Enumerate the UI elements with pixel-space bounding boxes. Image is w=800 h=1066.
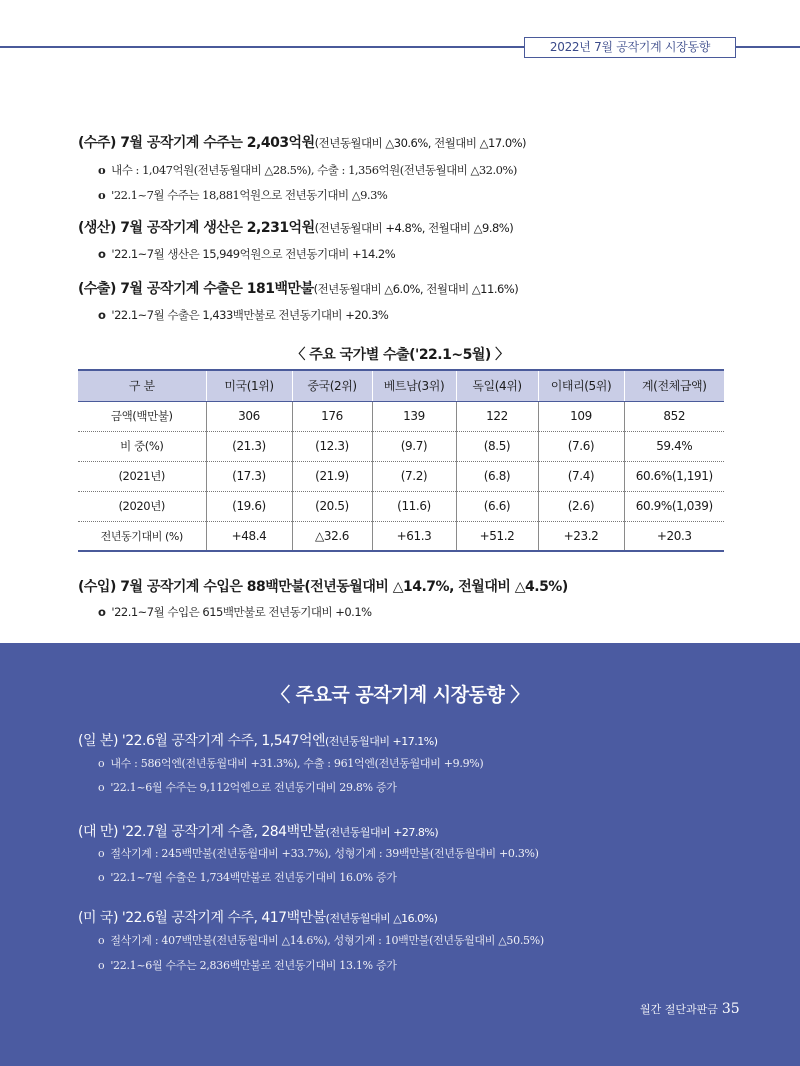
production-bullet-1: o '22.1~7월 생산은 15,949억원으로 전년동기대비 +14.2% xyxy=(98,247,396,261)
table-title: 〈 주요 국가별 수출('22.1~5월) 〉 xyxy=(291,347,509,363)
japan-bullet-1: o 내수 : 586억엔(전년동월대비 +31.3%), 수출 : 961억엔(전년동월대비 +9.9%) xyxy=(98,757,484,770)
orders-bullet-1: o 내수 : 1,047억원(전년동월대비 △28.5%), 수출 : 1,356억원(전년동월대비 △32.0%) xyxy=(98,163,517,177)
table-cell: 139 xyxy=(372,401,456,431)
table-cell: +61.3 xyxy=(372,521,456,551)
table-row xyxy=(78,461,724,491)
production-note: (전년동월대비 +4.8%, 전월대비 △9.8%) xyxy=(314,221,514,235)
table-row xyxy=(78,401,724,431)
table-cell: (17.3) xyxy=(206,461,292,491)
magazine-name: 월간 절단과판금 xyxy=(640,1003,718,1016)
table-cell: (7.2) xyxy=(372,461,456,491)
export-table xyxy=(78,369,724,552)
exports-note: (전년동월대비 △6.0%, 전월대비 △11.6%) xyxy=(313,282,519,296)
table-header: 계(전체금액) xyxy=(624,370,724,401)
table-cell: 59.4% xyxy=(624,431,724,461)
production-heading xyxy=(78,217,513,237)
usa-heading: (미 국) '22.6월 공작기계 수주, 417백만불(전년동월대비 △16.0%) xyxy=(78,910,438,926)
table-header: 중국(2위) xyxy=(292,370,372,401)
table-row xyxy=(78,431,724,461)
table-cell: (2021년) xyxy=(78,461,206,491)
table-cell: (21.3) xyxy=(206,431,292,461)
table-header: 베트남(3위) xyxy=(372,370,456,401)
taiwan-bullet-2: o '22.1~7월 수출은 1,734백만불로 전년동기대비 16.0% 증가 xyxy=(98,871,397,884)
japan-heading: (일 본) '22.6월 공작기계 수주, 1,547억엔(전년동월대비 +17.1%) xyxy=(78,733,438,749)
japan-bullet-2: o '22.1~6월 수주는 9,112억엔으로 전년동기대비 29.8% 증가 xyxy=(98,781,397,794)
table-cell: +48.4 xyxy=(206,521,292,551)
orders-heading xyxy=(78,132,526,152)
table-cell: (7.4) xyxy=(538,461,624,491)
table-cell: (21.9) xyxy=(292,461,372,491)
running-title: 2022년 7월 공작기계 시장동향 xyxy=(524,37,736,58)
table-cell: (12.3) xyxy=(292,431,372,461)
usa-bullet-2: o '22.1~6월 수주는 2,836백만불로 전년동기대비 13.1% 증가 xyxy=(98,959,397,972)
table-row xyxy=(78,521,724,551)
imports-heading: (수입) 7월 공작기계 수입은 88백만불(전년동월대비 △14.7%, 전월대비 △4.5%) xyxy=(78,579,568,595)
table-cell: +23.2 xyxy=(538,521,624,551)
taiwan-bullet-1: o 절삭기계 : 245백만불(전년동월대비 +33.7%), 성형기계 : 39백만불(전년동월대비 +0.3%) xyxy=(98,847,539,860)
table-cell: 60.9%(1,039) xyxy=(624,491,724,521)
table-cell: (6.6) xyxy=(456,491,538,521)
table-header: 이태리(5위) xyxy=(538,370,624,401)
orders-heading-text: (수주) 7월 공작기계 수주는 2,403억원 xyxy=(78,135,315,151)
page-number: 35 xyxy=(721,1001,740,1017)
table-cell: (11.6) xyxy=(372,491,456,521)
table-header: 독일(4위) xyxy=(456,370,538,401)
table-cell: (2020년) xyxy=(78,491,206,521)
imports-bullet-1: o '22.1~7월 수입은 615백만불로 전년동기대비 +0.1% xyxy=(98,605,372,619)
table-cell: 109 xyxy=(538,401,624,431)
table-cell: (2.6) xyxy=(538,491,624,521)
orders-note: (전년동월대비 △30.6%, 전월대비 △17.0%) xyxy=(314,136,527,150)
table-header-row xyxy=(78,370,724,401)
table-cell: 122 xyxy=(456,401,538,431)
exports-heading xyxy=(78,278,518,298)
table-cell: 비 중(%) xyxy=(78,431,206,461)
table-cell: 60.6%(1,191) xyxy=(624,461,724,491)
table-cell: (20.5) xyxy=(292,491,372,521)
panel-title: 〈 주요국 공작기계 시장동향 〉 xyxy=(271,684,529,706)
taiwan-heading: (대 만) '22.7월 공작기계 수출, 284백만불(전년동월대비 +27.8%) xyxy=(78,824,439,840)
table-cell: +51.2 xyxy=(456,521,538,551)
table-cell: 176 xyxy=(292,401,372,431)
major-countries-panel xyxy=(0,643,800,1066)
usa-note: (전년동월대비 △16.0%) xyxy=(325,912,438,925)
table-cell: 금액(백만불) xyxy=(78,401,206,431)
table-cell: (8.5) xyxy=(456,431,538,461)
table-cell: 전년동기대비 (%) xyxy=(78,521,206,551)
production-heading-text: (생산) 7월 공작기계 생산은 2,231억원 xyxy=(78,220,315,236)
taiwan-note: (전년동월대비 +27.8%) xyxy=(325,826,439,839)
table-cell: (19.6) xyxy=(206,491,292,521)
table-header: 구 분 xyxy=(78,370,206,401)
table-row xyxy=(78,491,724,521)
table-cell: 306 xyxy=(206,401,292,431)
table-cell: +20.3 xyxy=(624,521,724,551)
table-cell: 852 xyxy=(624,401,724,431)
exports-bullet-1: o '22.1~7월 수출은 1,433백만불로 전년동기대비 +20.3% xyxy=(98,308,389,322)
page-footer xyxy=(640,1001,740,1017)
japan-note: (전년동월대비 +17.1%) xyxy=(325,735,438,748)
table-header: 미국(1위) xyxy=(206,370,292,401)
table-cell: (7.6) xyxy=(538,431,624,461)
table-cell: (9.7) xyxy=(372,431,456,461)
exports-heading-text: (수출) 7월 공작기계 수출은 181백만불 xyxy=(78,281,314,297)
orders-bullet-2: o '22.1~7월 수주는 18,881억원으로 전년동기대비 △9.3% xyxy=(98,188,388,202)
table-cell: (6.8) xyxy=(456,461,538,491)
usa-bullet-1: o 절삭기계 : 407백만불(전년동월대비 △14.6%), 성형기계 : 10백만불(전년동월대비 △50.5%) xyxy=(98,934,544,947)
table-cell: △32.6 xyxy=(292,521,372,551)
